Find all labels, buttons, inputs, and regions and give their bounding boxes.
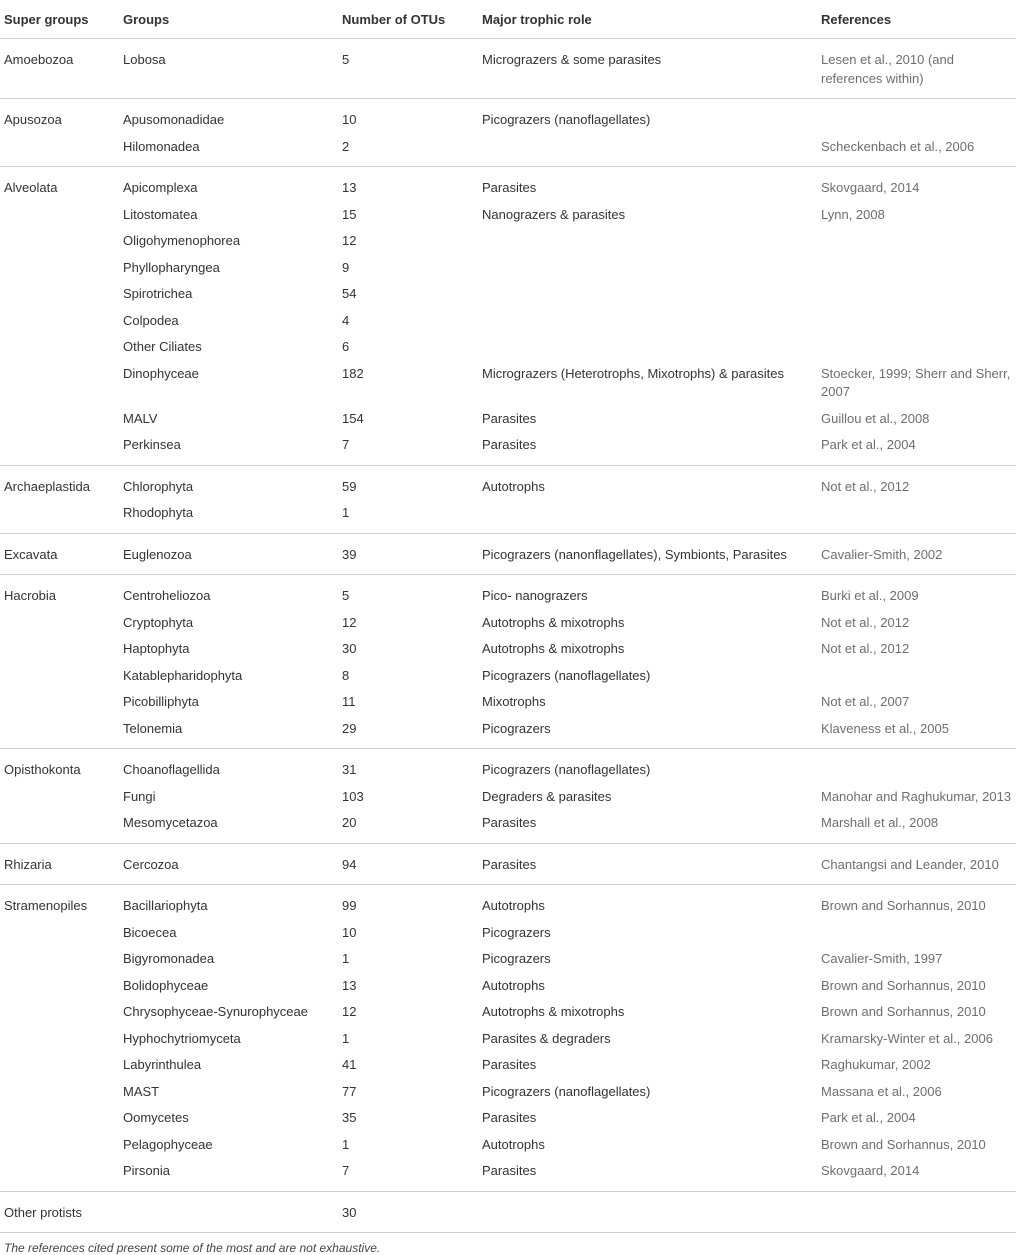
cell-super-group: Rhizaria [0, 843, 119, 885]
cell-reference: Skovgaard, 2014 [817, 1158, 1016, 1191]
cell-group: Bicoecea [123, 924, 177, 940]
cell-otus: 10 [342, 112, 357, 127]
cell-reference [817, 334, 1016, 361]
cell-reference: Brown and Sorhannus, 2010 [821, 1004, 986, 1019]
cell-super-group [0, 361, 119, 406]
cell-group: Katablepharidophyta [123, 667, 243, 683]
cell-trophic-role: Picograzers [478, 716, 817, 749]
table-header [0, 0, 1016, 39]
table-row [0, 946, 1016, 973]
cell-reference: Kramarsky-Winter et al., 2006 [821, 1030, 993, 1046]
cell-otus: 1 [342, 1030, 350, 1046]
cell-super-group [0, 228, 119, 255]
cell-otus: 13 [342, 180, 357, 195]
cell-trophic-role: Autotrophs & mixotrophs [482, 641, 625, 656]
cell-otus: 15 [342, 206, 357, 222]
cell-otus: 35 [342, 1110, 357, 1125]
cell-trophic-role: Picograzers (nanoflagellates) [482, 112, 651, 127]
cell-reference [817, 500, 1016, 533]
cell-trophic-role: Autotrophs [482, 977, 545, 993]
cell-otus: 59 [342, 478, 357, 494]
table-row [0, 999, 1016, 1026]
cell-group: Hilomonadea [119, 134, 338, 167]
cell-trophic-role: Picograzers [482, 951, 551, 966]
cell-super-group: Apusozoa [4, 112, 62, 127]
header-references: References [817, 0, 1016, 39]
cell-trophic-role: Autotrophs [482, 898, 545, 913]
cell-group: Chlorophyta [123, 478, 194, 494]
cell-super-group [0, 1105, 119, 1132]
cell-trophic-role [478, 255, 817, 282]
table-row [0, 843, 1016, 885]
table-row [0, 39, 1016, 99]
cell-reference: Not et al., 2007 [821, 694, 910, 709]
table-row [0, 134, 1016, 167]
cell-otus: 6 [342, 339, 350, 354]
header-groups: Groups [119, 0, 338, 39]
cell-reference: Manohar and Raghukumar, 2013 [821, 788, 1012, 804]
cell-otus: 10 [342, 924, 357, 940]
cell-trophic-role [478, 281, 817, 308]
cell-otus: 30 [338, 1191, 478, 1233]
cell-group: MALV [123, 410, 158, 426]
cell-group: Mesomycetazoa [119, 810, 338, 843]
cell-super-group [0, 716, 119, 749]
cell-trophic-role: Autotrophs & mixotrophs [482, 1004, 625, 1019]
table-row [0, 689, 1016, 716]
cell-super-group [0, 334, 119, 361]
cell-reference [817, 1191, 1016, 1233]
cell-group: Pirsonia [119, 1158, 338, 1191]
table-row [0, 167, 1016, 202]
table-row [0, 500, 1016, 533]
cell-super-group [0, 134, 119, 167]
cell-super-group: Hacrobia [4, 588, 57, 603]
cell-reference: Burki et al., 2009 [821, 588, 919, 603]
table-row [0, 406, 1016, 433]
cell-otus: 9 [342, 259, 350, 275]
cell-trophic-role: Picograzers [482, 924, 551, 940]
cell-trophic-role [478, 134, 817, 167]
cell-reference: Not et al., 2012 [821, 641, 910, 656]
table-row [0, 1191, 1016, 1233]
cell-trophic-role: Parasites [482, 1057, 537, 1072]
cell-group: Apusomonadidae [123, 112, 225, 127]
cell-otus: 30 [342, 641, 357, 656]
cell-super-group [0, 999, 119, 1026]
cell-trophic-role: Autotrophs & mixotrophs [482, 614, 625, 630]
cell-group: Oligohymenophorea [123, 233, 241, 248]
table-row [0, 228, 1016, 255]
cell-group: Dinophyceae [123, 365, 199, 381]
cell-otus: 4 [342, 312, 350, 328]
cell-trophic-role: Degraders & parasites [482, 788, 612, 804]
table-row [0, 99, 1016, 134]
cell-reference: Massana et al., 2006 [821, 1083, 942, 1099]
cell-otus: 1 [342, 1136, 350, 1152]
cell-super-group [0, 1158, 119, 1191]
cell-trophic-role [478, 228, 817, 255]
cell-trophic-role: Autotrophs [482, 1136, 545, 1152]
cell-group: Bacillariophyta [123, 898, 208, 913]
cell-reference: Lesen et al., 2010 (and references within) [817, 39, 1016, 99]
cell-trophic-role: Picograzers (nanonflagellates), Symbionts, Parasites [478, 533, 817, 575]
cell-trophic-role: Parasites [478, 810, 817, 843]
cell-reference: Not et al., 2012 [821, 614, 910, 630]
table-row [0, 1079, 1016, 1106]
cell-super-group [0, 500, 119, 533]
table-row [0, 334, 1016, 361]
cell-trophic-role: Parasites [478, 1158, 817, 1191]
cell-super-group [0, 1079, 119, 1106]
cell-super-group: Archaeplastida [4, 478, 90, 494]
cell-reference [817, 920, 1016, 947]
table-row [0, 1158, 1016, 1191]
cell-group: MAST [123, 1083, 160, 1099]
cell-group [119, 1191, 338, 1233]
cell-group: Lobosa [119, 39, 338, 99]
cell-trophic-role [478, 308, 817, 335]
cell-reference: Brown and Sorhannus, 2010 [821, 977, 986, 993]
cell-group: Colpodea [123, 312, 179, 328]
table-row [0, 784, 1016, 811]
cell-otus: 77 [342, 1083, 357, 1099]
cell-group: Other Ciliates [123, 339, 202, 354]
cell-reference: Scheckenbach et al., 2006 [817, 134, 1016, 167]
cell-super-group [0, 636, 119, 663]
table-row [0, 202, 1016, 229]
cell-group: Choanoflagellida [123, 762, 220, 777]
cell-otus: 182 [342, 365, 364, 381]
cell-reference [817, 228, 1016, 255]
cell-group: Centroheliozoa [123, 588, 211, 603]
header-super-groups: Super groups [0, 0, 119, 39]
cell-trophic-role: Picograzers (nanoflagellates) [482, 762, 651, 777]
cell-group: Bolidophyceae [123, 977, 209, 993]
table-row [0, 308, 1016, 335]
table-row [0, 716, 1016, 749]
cell-otus: 13 [342, 977, 357, 993]
cell-reference: Brown and Sorhannus, 2010 [821, 898, 986, 913]
cell-group: Perkinsea [119, 432, 338, 465]
cell-group: Hyphochytriomyceta [123, 1030, 241, 1046]
cell-group: Apicomplexa [123, 180, 198, 195]
cell-super-group [0, 255, 119, 282]
cell-group: Cercozoa [119, 843, 338, 885]
table-row [0, 465, 1016, 500]
header-number-of-otus: Number of OTUs [338, 0, 478, 39]
cell-otus: 103 [342, 788, 364, 804]
cell-reference: Skovgaard, 2014 [821, 180, 920, 195]
cell-super-group [0, 202, 119, 229]
cell-otus: 20 [338, 810, 478, 843]
cell-trophic-role: Parasites & degraders [482, 1030, 611, 1046]
table-row [0, 920, 1016, 947]
cell-super-group [0, 920, 119, 947]
table-body [0, 39, 1016, 1233]
cell-trophic-role: Parasites [478, 432, 817, 465]
cell-trophic-role: Micrograzers (Heterotrophs, Mixotrophs) & parasites [482, 365, 784, 381]
cell-group: Picobilliphyta [123, 694, 199, 709]
cell-otus: 12 [342, 233, 357, 248]
cell-otus: 1 [338, 500, 478, 533]
cell-super-group [0, 663, 119, 690]
table-row [0, 885, 1016, 920]
cell-otus: 5 [338, 39, 478, 99]
cell-reference [817, 99, 1016, 134]
table-row [0, 1052, 1016, 1079]
table-row [0, 281, 1016, 308]
table-row [0, 1105, 1016, 1132]
cell-otus: 1 [342, 951, 350, 966]
table-row [0, 432, 1016, 465]
cell-group: Cryptophyta [123, 614, 194, 630]
table-footnote: The references cited present some of the most and are not exhaustive. [4, 1241, 381, 1255]
cell-super-group: Alveolata [4, 180, 58, 195]
cell-reference: Brown and Sorhannus, 2010 [821, 1136, 986, 1152]
table-row [0, 810, 1016, 843]
cell-otus: 99 [342, 898, 357, 913]
cell-reference: Stoecker, 1999; Sherr and Sherr, 2007 [821, 365, 1011, 399]
cell-otus: 29 [338, 716, 478, 749]
cell-reference: Guillou et al., 2008 [821, 410, 930, 426]
cell-reference [817, 749, 1016, 784]
cell-trophic-role [478, 334, 817, 361]
cell-trophic-role: Picograzers (nanoflagellates) [482, 667, 651, 683]
cell-otus: 8 [342, 667, 350, 683]
cell-super-group: Amoebozoa [0, 39, 119, 99]
cell-super-group: Excavata [0, 533, 119, 575]
cell-group: Pelagophyceae [123, 1136, 213, 1152]
cell-trophic-role: Mixotrophs [482, 694, 546, 709]
cell-reference: Not et al., 2012 [821, 478, 910, 494]
cell-trophic-role: Parasites [482, 180, 537, 195]
cell-super-group [0, 1052, 119, 1079]
cell-otus: 5 [342, 588, 350, 603]
table-row [0, 636, 1016, 663]
cell-otus: 154 [342, 410, 364, 426]
cell-group: Spirotrichea [123, 286, 193, 301]
cell-group: Rhodophyta [119, 500, 338, 533]
cell-otus: 2 [338, 134, 478, 167]
cell-reference: Marshall et al., 2008 [817, 810, 1016, 843]
table-row [0, 973, 1016, 1000]
cell-otus: 94 [338, 843, 478, 885]
cell-super-group [0, 810, 119, 843]
cell-otus: 12 [342, 1004, 357, 1019]
cell-reference: Klaveness et al., 2005 [817, 716, 1016, 749]
cell-otus: 11 [342, 694, 356, 709]
cell-super-group [0, 689, 119, 716]
cell-otus: 31 [342, 762, 357, 777]
cell-group: Chrysophyceae-Synurophyceae [123, 1004, 308, 1019]
cell-trophic-role: Micrograzers & some parasites [478, 39, 817, 99]
cell-trophic-role: Pico- nanograzers [482, 588, 588, 603]
cell-super-group [0, 432, 119, 465]
cell-trophic-role: Parasites [478, 843, 817, 885]
cell-super-group [0, 406, 119, 433]
table-row [0, 1026, 1016, 1053]
cell-reference: Cavalier-Smith, 2002 [817, 533, 1016, 575]
cell-reference: Raghukumar, 2002 [821, 1057, 931, 1072]
cell-super-group [0, 308, 119, 335]
table-row [0, 749, 1016, 784]
cell-reference: Park et al., 2004 [821, 1110, 916, 1125]
cell-trophic-role: Picograzers (nanoflagellates) [482, 1083, 651, 1099]
table-row [0, 361, 1016, 406]
cell-group: Litostomatea [123, 206, 198, 222]
table-row [0, 575, 1016, 610]
cell-group: Labyrinthulea [123, 1057, 202, 1072]
cell-group: Bigyromonadea [123, 951, 215, 966]
cell-trophic-role [478, 1191, 817, 1233]
header-major-trophic-role: Major trophic role [478, 0, 817, 39]
table-row [0, 663, 1016, 690]
cell-super-group: Other protists [0, 1191, 119, 1233]
cell-group: Oomycetes [123, 1110, 189, 1125]
cell-trophic-role: Parasites [482, 410, 537, 426]
cell-super-group [0, 946, 119, 973]
cell-reference: Cavalier-Smith, 1997 [821, 951, 943, 966]
table-row [0, 1132, 1016, 1159]
cell-super-group [0, 1132, 119, 1159]
cell-reference [817, 281, 1016, 308]
cell-reference: Chantangsi and Leander, 2010 [817, 843, 1016, 885]
cell-reference [817, 663, 1016, 690]
cell-group: Euglenozoa [119, 533, 338, 575]
cell-super-group: Stramenopiles [4, 898, 88, 913]
table-row [0, 255, 1016, 282]
cell-group: Haptophyta [123, 641, 190, 656]
cell-reference: Lynn, 2008 [821, 206, 885, 222]
cell-super-group: Opisthokonta [4, 762, 81, 777]
cell-trophic-role: Nanograzers & parasites [482, 206, 626, 222]
cell-otus: 12 [342, 614, 357, 630]
cell-super-group [0, 973, 119, 1000]
cell-super-group [0, 610, 119, 637]
table-row [0, 533, 1016, 575]
cell-otus: 39 [338, 533, 478, 575]
cell-super-group [0, 1026, 119, 1053]
cell-trophic-role [478, 500, 817, 533]
cell-super-group [0, 784, 119, 811]
cell-otus: 7 [338, 1158, 478, 1191]
table-row [0, 610, 1016, 637]
cell-group: Fungi [123, 788, 156, 804]
cell-reference: Park et al., 2004 [817, 432, 1016, 465]
cell-super-group [0, 281, 119, 308]
cell-group: Phyllopharyngea [123, 259, 220, 275]
cell-otus: 54 [342, 286, 357, 301]
cell-reference [817, 308, 1016, 335]
cell-otus: 41 [342, 1057, 357, 1072]
cell-reference [817, 255, 1016, 282]
cell-trophic-role: Parasites [482, 1110, 537, 1125]
cell-trophic-role: Autotrophs [482, 478, 545, 494]
cell-group: Telonemia [119, 716, 338, 749]
cell-otus: 7 [338, 432, 478, 465]
